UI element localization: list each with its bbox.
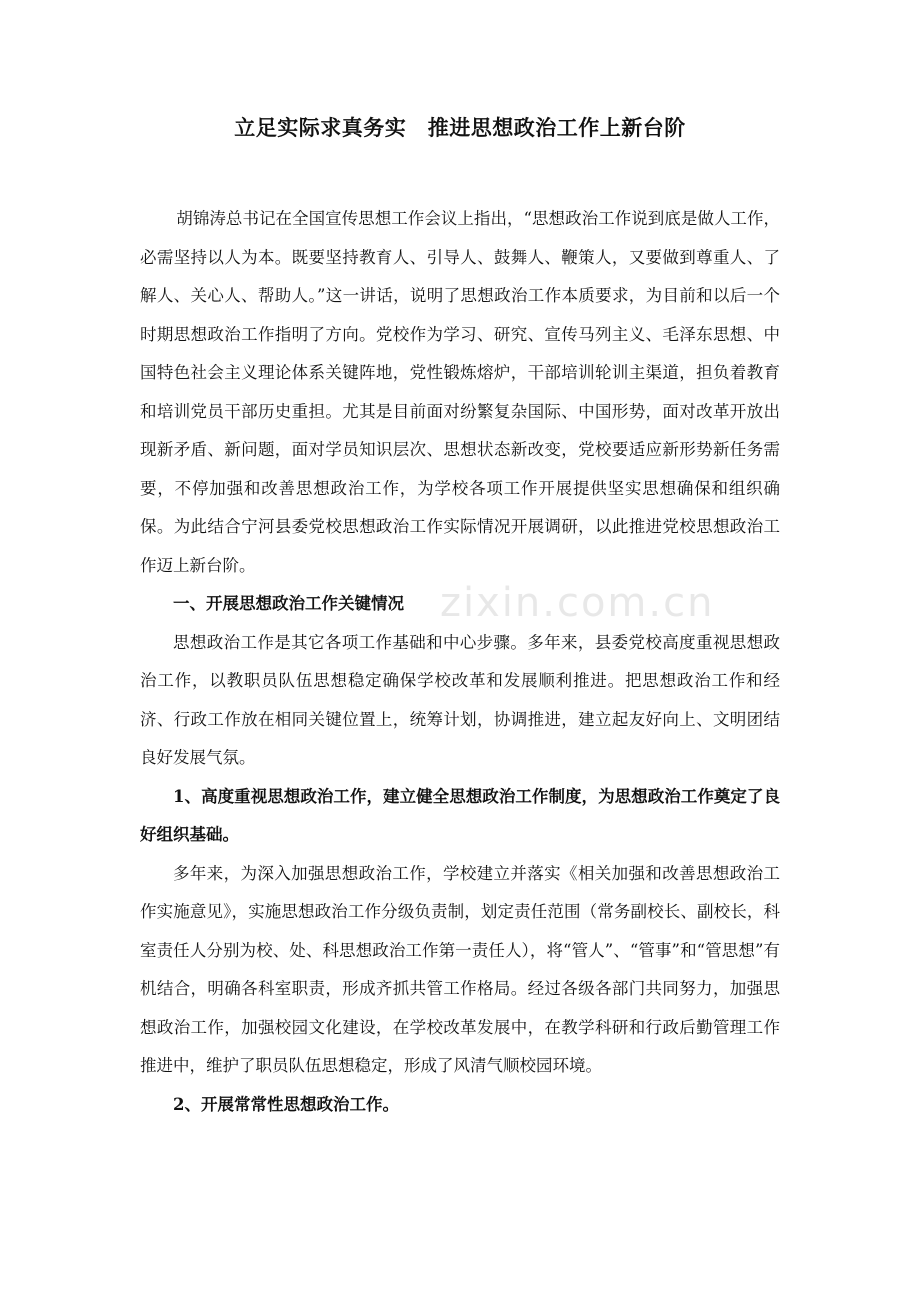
section-heading-1: 一、开展思想政治工作关键情况 — [173, 594, 404, 613]
watermark: zixin.com.cn — [440, 580, 715, 626]
intro-paragraph: 胡锦涛总书记在全国宣传思想工作会议上指出，“思想政治工作说到底是做人工作，必需坚持以人为本。既要坚持教育人、引导人、鼓舞人、鞭策人，又要做到尊重人、了解人、关心人、帮助人。”这一讲话，说明了思想政治工作本质要求，为目前和以后一个时期思想政治工作指明了方向。党校作为学习、研究、宣传马列主义、毛泽东思想、中国特色社会主义理论体系关键阵地，党性锻炼熔炉，干部培训轮训主渠道，担负着教育和培训党员干部历史重担。尤其是目前面对纷繁复杂国际、中国形势，面对改革开放出现新矛盾、新问题，面对学员知识层次、思想状态新改变，党校要适应新形势新任务需要，不停加强和改善思想政治工作，为学校各项工作开展提供坚实思想确保和组织确保。为此结合宁河县委党校思想政治工作实际情况开展调研，以此推进党校思想政治工作迈上新台阶。 — [140, 209, 780, 575]
subsection-1-paragraph: 多年来，为深入加强思想政治工作，学校建立并落实《相关加强和改善思想政治工作实施意见》，实施思想政治工作分级负责制，划定责任范围（常务副校长、副校长，科室责任人分别为校、处、科思想政治工作第一责任人），将“管人”、“管事”和“管思想”有机结合，明确各科室职责，形成齐抓共管工作格局。经过各级各部门共同努力，加强思想政治工作，加强校园文化建设，在学校改革发展中，在教学科研和行政后勤管理工作推进中，维护了职员队伍思想稳定，形成了风清气顺校园环境。 — [140, 863, 780, 1075]
section-1-paragraph: 思想政治工作是其它各项工作基础和中心步骤。多年来，县委党校高度重视思想政治工作，以教职员队伍思想稳定确保学校改革和发展顺利推进。把思想政治工作和经济、行政工作放在相同关键位置上，统筹计划，协调推进，建立起友好向上、文明团结良好发展气氛。 — [140, 632, 780, 767]
document-title: 立足实际求真务实 推进思想政治工作上新台阶 — [234, 115, 686, 140]
subheading-1: 1、高度重视思想政治工作，建立健全思想政治工作制度，为思想政治工作奠定了良好组织基础。 — [140, 786, 780, 844]
document-body — [140, 200, 780, 1124]
subheading-2: 2、开展常常性思想政治工作。 — [173, 1094, 399, 1114]
